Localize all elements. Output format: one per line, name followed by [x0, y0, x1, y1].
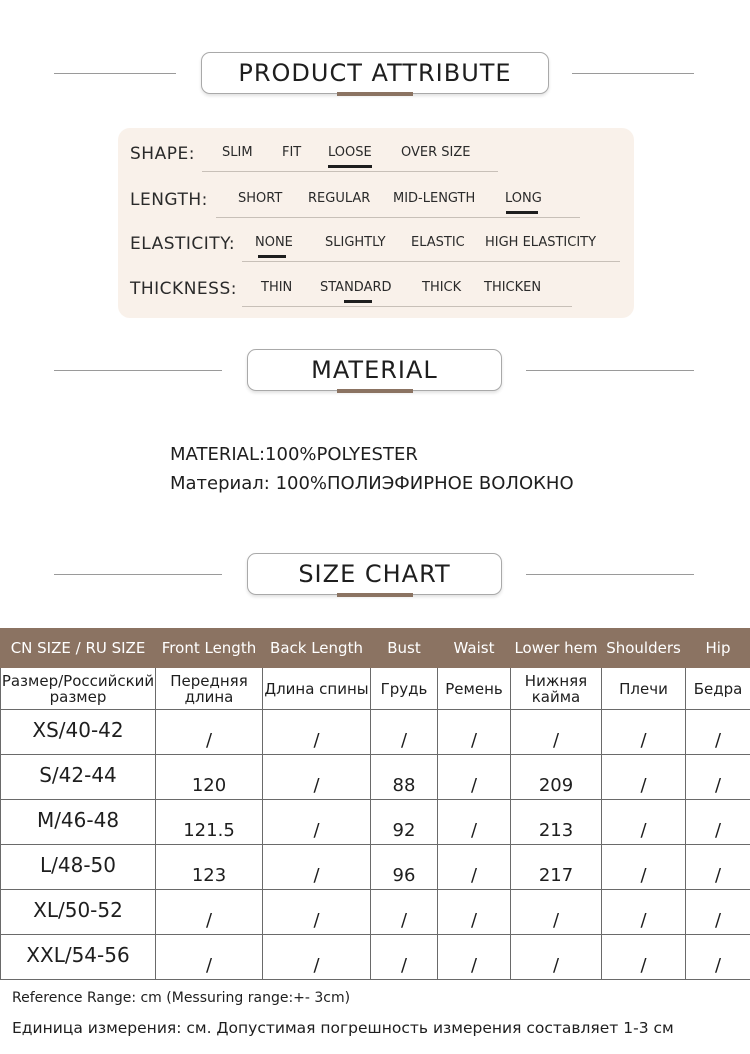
measurement-cell: [511, 890, 602, 935]
product-attribute-header: [0, 52, 750, 112]
measurement-value: 121.5: [183, 819, 235, 841]
attr-label: SHAPE:: [130, 144, 195, 164]
measurement-cell: [686, 710, 750, 755]
measurement-cell: [602, 935, 686, 980]
title-accent-bar: [337, 593, 413, 597]
attr-row-shape: [118, 138, 634, 168]
measurement-value: 92: [392, 819, 416, 841]
col-header-ru: Грудь: [371, 668, 438, 710]
title-accent-bar: [337, 389, 413, 393]
measurement-cell: [438, 890, 511, 935]
measurement-cell: [156, 845, 263, 890]
measurement-value: 88: [392, 774, 416, 796]
measurement-value: /: [640, 954, 647, 976]
measurement-value: /: [400, 729, 408, 751]
size-label: L/48-50: [40, 853, 116, 877]
table-row: [1, 800, 750, 845]
attr-option: FIT: [282, 145, 302, 160]
measurement-cell: [511, 710, 602, 755]
measurement-value: /: [313, 819, 320, 841]
measurement-value: /: [470, 909, 478, 931]
attribute-panel: [118, 128, 634, 318]
attr-option: MID-LENGTH: [393, 191, 476, 206]
measurement-cell: [602, 755, 686, 800]
measurement-cell: [371, 800, 438, 845]
measurement-value: /: [640, 819, 647, 841]
measurement-cell: [263, 845, 371, 890]
size-cell: [1, 935, 156, 980]
measurement-value: /: [313, 954, 320, 976]
measurement-cell: [602, 845, 686, 890]
divider-left: [54, 574, 222, 575]
measurement-value: /: [714, 819, 722, 841]
measurement-value: /: [470, 864, 478, 886]
attr-option: OVER SIZE: [401, 145, 471, 160]
col-header: Back Length: [263, 629, 371, 668]
material-line-ru: Материал: 100%ПОЛИЭФИРНОЕ ВОЛОКНО: [170, 473, 574, 494]
measurement-cell: [602, 890, 686, 935]
measurement-cell: [263, 755, 371, 800]
col-header: CN SIZE / RU SIZE: [1, 629, 156, 668]
measurement-cell: [263, 890, 371, 935]
measurement-cell: [686, 935, 750, 980]
size-cell: [1, 890, 156, 935]
measurement-value: /: [205, 909, 213, 931]
selected-marker: [344, 300, 372, 303]
row-underline: [202, 171, 498, 172]
measurement-value: /: [552, 954, 560, 976]
attr-label: THICKNESS:: [130, 279, 237, 299]
size-label: S/42-44: [39, 763, 117, 787]
measurement-value: /: [205, 729, 213, 751]
row-underline: [216, 217, 580, 218]
measurement-value: 96: [392, 864, 416, 886]
col-header: Bust: [371, 629, 438, 668]
selected-marker: [258, 255, 286, 258]
measurement-value: /: [313, 729, 320, 751]
measurement-value: /: [400, 954, 408, 976]
measurement-value: /: [313, 909, 320, 931]
measurement-value: /: [470, 729, 478, 751]
measurement-value: /: [640, 729, 647, 751]
measurement-cell: [438, 710, 511, 755]
section-title: MATERIAL: [247, 349, 502, 391]
size-label: XL/50-52: [33, 898, 123, 922]
selected-marker: [328, 165, 372, 168]
attr-option-selected: LOOSE: [328, 145, 372, 160]
attr-option: SLIGHTLY: [325, 235, 386, 250]
section-title: SIZE CHART: [247, 553, 502, 595]
measurement-cell: [438, 755, 511, 800]
material-header: [0, 349, 750, 409]
size-label: M/46-48: [36, 808, 120, 832]
measurement-cell: [371, 890, 438, 935]
measurement-value: /: [714, 909, 722, 931]
measurement-cell: [511, 755, 602, 800]
measurement-value: /: [714, 729, 722, 751]
col-header-ru: Размер/Российский размер: [1, 668, 156, 710]
col-header: Waist: [438, 629, 511, 668]
table-row: [1, 755, 750, 800]
measurement-value: /: [640, 774, 647, 796]
row-underline: [242, 261, 620, 262]
material-line-en: MATERIAL:100%POLYESTER: [170, 444, 418, 465]
measurement-value: /: [470, 819, 478, 841]
col-header-ru: Передняя длина: [156, 668, 263, 710]
attr-option: HIGH ELASTICITY: [485, 235, 597, 250]
measurement-value: /: [400, 909, 408, 931]
measurement-cell: [156, 710, 263, 755]
measurement-value: /: [470, 954, 478, 976]
measurement-cell: [371, 935, 438, 980]
header-row: [1, 629, 750, 668]
measurement-cell: [263, 935, 371, 980]
size-chart-header: [0, 553, 750, 613]
reference-range-en: Reference Range: cm (Messuring range:+- 3cm): [12, 990, 351, 1006]
size-label: XXL/54-56: [26, 943, 130, 967]
divider-right: [526, 574, 694, 575]
measurement-cell: [511, 800, 602, 845]
measurement-cell: [156, 935, 263, 980]
measurement-cell: [602, 710, 686, 755]
measurement-cell: [511, 845, 602, 890]
attr-option-selected: LONG: [505, 191, 542, 206]
measurement-cell: [156, 800, 263, 845]
table-row: [1, 845, 750, 890]
attr-option: SLIM: [222, 145, 253, 160]
measurement-value: 209: [538, 774, 574, 796]
size-cell: [1, 845, 156, 890]
attr-label: ELASTICITY:: [130, 234, 236, 254]
size-table-body: [1, 710, 750, 980]
measurement-cell: [263, 710, 371, 755]
table-row: [1, 710, 750, 755]
measurement-cell: [263, 800, 371, 845]
measurement-cell: [371, 845, 438, 890]
measurement-cell: [371, 710, 438, 755]
row-underline: [242, 306, 572, 307]
selected-marker: [506, 211, 538, 214]
col-header: Hip: [686, 629, 750, 668]
measurement-cell: [371, 755, 438, 800]
measurement-value: 213: [538, 819, 574, 841]
attr-option: SHORT: [238, 191, 283, 206]
measurement-value: /: [714, 774, 722, 796]
divider-right: [526, 370, 694, 371]
measurement-cell: [602, 800, 686, 845]
measurement-cell: [438, 935, 511, 980]
divider-right: [572, 73, 694, 74]
col-header: Shoulders: [602, 629, 686, 668]
header-row-ru: [1, 668, 750, 710]
measurement-value: 217: [538, 864, 574, 886]
col-header-ru: Длина спины: [263, 668, 371, 710]
col-header: Lower hem: [511, 629, 602, 668]
size-cell: [1, 710, 156, 755]
measurement-value: /: [313, 774, 320, 796]
size-label: XS/40-42: [32, 718, 124, 742]
size-table: [0, 628, 750, 980]
measurement-cell: [686, 755, 750, 800]
section-title: PRODUCT ATTRIBUTE: [201, 52, 549, 94]
attr-row-thickness: [118, 273, 634, 303]
attr-row-length: [118, 184, 634, 214]
col-header-ru: Нижняя кайма: [511, 668, 602, 710]
table-row: [1, 890, 750, 935]
measurement-cell: [156, 755, 263, 800]
measurement-value: 120: [191, 774, 227, 796]
size-cell: [1, 755, 156, 800]
table-row: [1, 935, 750, 980]
measurement-cell: [686, 800, 750, 845]
attr-label: LENGTH:: [130, 190, 208, 210]
measurement-cell: [511, 935, 602, 980]
measurement-cell: [438, 845, 511, 890]
reference-range-ru: Единица измерения: см. Допустимая погрешность измерения составляет 1-3 см: [12, 1019, 674, 1037]
attr-option: THICKEN: [484, 280, 542, 295]
measurement-value: /: [552, 909, 560, 931]
attr-option-selected: NONE: [255, 235, 293, 250]
divider-left: [54, 370, 222, 371]
col-header-ru: Бедра: [686, 668, 750, 710]
measurement-cell: [686, 890, 750, 935]
measurement-value: /: [313, 864, 320, 886]
attr-option-selected: STANDARD: [320, 280, 392, 295]
measurement-cell: [156, 890, 263, 935]
measurement-value: /: [714, 954, 722, 976]
measurement-value: /: [470, 774, 478, 796]
measurement-value: /: [640, 909, 647, 931]
title-accent-bar: [337, 92, 413, 96]
attr-row-elasticity: [118, 228, 634, 258]
divider-left: [54, 73, 176, 74]
col-header-ru: Ремень: [438, 668, 511, 710]
attr-option: ELASTIC: [411, 235, 465, 250]
measurement-value: /: [552, 729, 560, 751]
attr-option: REGULAR: [308, 191, 371, 206]
measurement-cell: [438, 800, 511, 845]
measurement-value: 123: [191, 864, 227, 886]
col-header-ru: Плечи: [602, 668, 686, 710]
size-cell: [1, 800, 156, 845]
measurement-value: /: [714, 864, 722, 886]
measurement-value: /: [640, 864, 647, 886]
measurement-cell: [686, 845, 750, 890]
attr-option: THICK: [422, 280, 462, 295]
col-header: Front Length: [156, 629, 263, 668]
measurement-value: /: [205, 954, 213, 976]
attr-option: THIN: [261, 280, 293, 295]
